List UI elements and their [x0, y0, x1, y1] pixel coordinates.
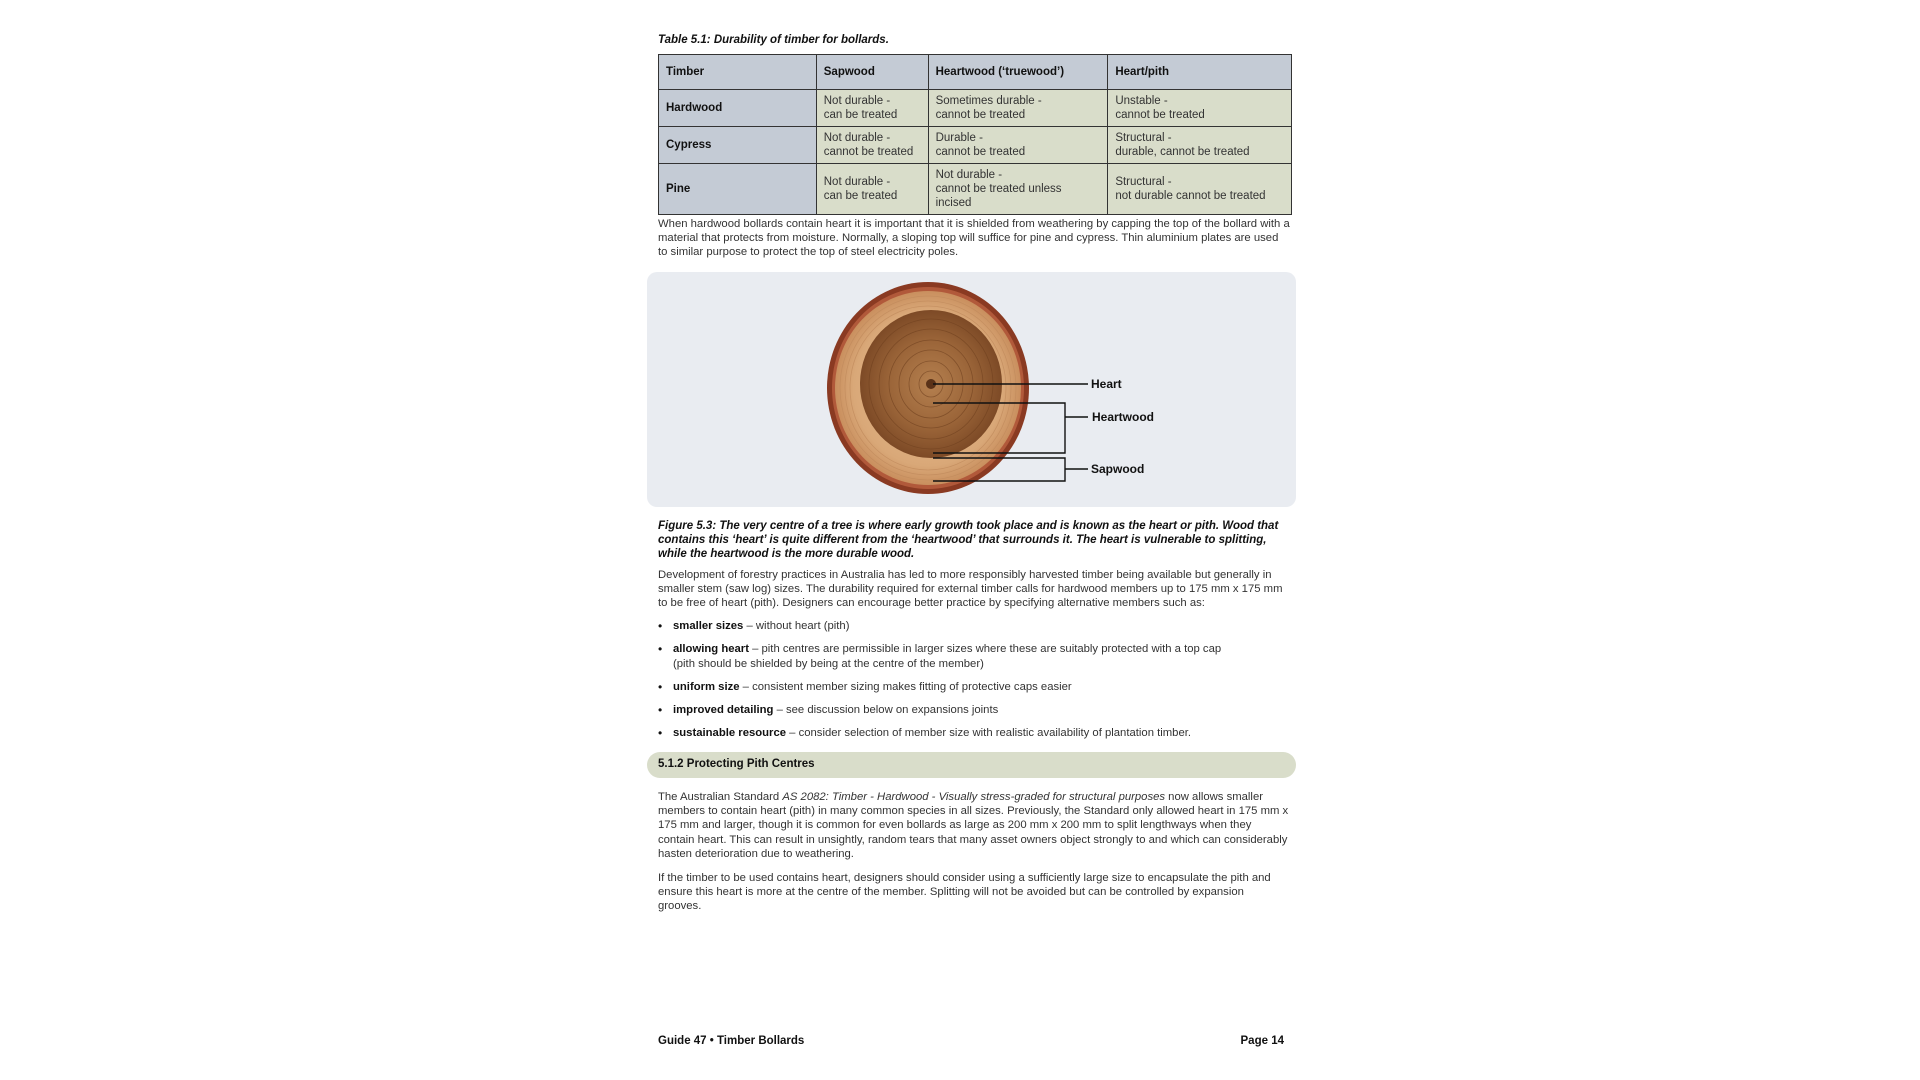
table-header: Timber	[659, 55, 817, 90]
list-item: • improved detailing – see discussion below on expansions joints	[658, 703, 999, 717]
list-item: • smaller sizes – without heart (pith)	[658, 619, 850, 633]
row-heading: Hardwood	[659, 90, 817, 127]
table-cell: Not durable - can be treated	[816, 164, 928, 215]
table-caption: Table 5.1: Durability of timber for bollards.	[658, 34, 889, 46]
table-header: Sapwood	[816, 55, 928, 90]
table-row	[659, 127, 1292, 164]
list-item: • uniform size – consistent member sizing makes fitting of protective caps easier	[658, 680, 1072, 694]
log-slice	[827, 282, 1029, 494]
intro-paragraph: When hardwood bollards contain heart it is important that it is shielded from weathering by capping the top of the bollard with a material that protects from moisture. Normally, a sloping top will suffice for pine and cypress. Thin aluminium plates are used to similar purpose to protect the top of steel electricity poles.	[658, 218, 1290, 259]
table-cell: Not durable - cannot be treated	[816, 127, 928, 164]
table-cell: Structural - durable, cannot be treated	[1108, 127, 1292, 164]
table-header: Heartwood (‘truewood’)	[928, 55, 1108, 90]
table-row	[659, 90, 1292, 127]
bullet-icon: •	[658, 726, 663, 740]
sapwood-label: Sapwood	[1091, 462, 1145, 476]
table-header: Heart/pith	[1108, 55, 1292, 90]
table-row	[659, 164, 1292, 215]
bullet-icon: •	[658, 703, 663, 717]
table-cell: Structural - not durable cannot be treated	[1108, 164, 1292, 215]
table-cell: Unstable - cannot be treated	[1108, 90, 1292, 127]
heartwood-label: Heartwood	[1092, 410, 1155, 424]
table-header-row	[659, 55, 1292, 90]
table-cell: Sometimes durable - cannot be treated	[928, 90, 1108, 127]
section-paragraph-1: The Australian Standard AS 2082: Timber - Hardwood - Visually stress-graded for structural purposes now allows smaller members to contain heart (pith) in many common species in all sizes. Previously, the Standard only allowed heart in 175 mm x 175 mm and larger, though it is common for even bollards as large as 200 mm x 200 mm to split lengthways when they contain heart. This can result in unsightly, random tears that many asset owners object strongly to and which can considerably hasten deterioration due to weathering.	[658, 791, 1289, 860]
heart-label: Heart	[1091, 377, 1122, 391]
bullet-list	[658, 619, 1290, 741]
footer-guide-title: Guide 47 • Timber Bollards	[658, 1035, 805, 1047]
table-cell: Durable - cannot be treated	[928, 127, 1108, 164]
figure-panel	[647, 272, 1296, 507]
section-title: 5.1.2 Protecting Pith Centres	[658, 758, 815, 770]
row-heading: Cypress	[659, 127, 817, 164]
figure-caption: Figure 5.3: The very centre of a tree is where early growth took place and is known as the heart or pith. Wood that contains this ‘heart’ is quite different from the ‘heartwood’ that surrounds it. The heart is vulnerable to splitting, while the heartwood is the more durable wood.	[658, 520, 1279, 561]
tree-cross-section-illustration	[647, 272, 1296, 507]
table-cell: Not durable - cannot be treated unless incised	[928, 164, 1108, 215]
footer-page-number: Page 14	[1240, 1035, 1284, 1047]
section-paragraph-2: If the timber to be used contains heart, designers should consider using a sufficiently large size to encapsulate the pith and ensure this heart is more at the centre of the member. Splitting will not be avoided but can be controlled by expansion grooves.	[658, 872, 1271, 913]
development-paragraph: Development of forestry practices in Australia has led to more responsibly harvested timber being available but generally in smaller stem (saw log) sizes. The durability required for external timber calls for hardwood members up to 175 mm x 175 mm to be free of heart (pith). Designers can encourage better practice by specifying alternative members such as:	[658, 569, 1283, 610]
section-heading-bar	[647, 752, 1296, 778]
list-item: • allowing heart – pith centres are permissible in larger sizes where these are suitably protected with a top cap (pith should be shielded by being at the centre of the member)	[658, 642, 1222, 670]
table-cell: Not durable - can be treated	[816, 90, 928, 127]
bullet-icon: •	[658, 642, 663, 656]
bullet-icon: •	[658, 680, 663, 694]
list-item: • sustainable resource – consider selection of member size with realistic availability of plantation timber.	[658, 726, 1192, 740]
row-heading: Pine	[659, 164, 817, 215]
bullet-icon: •	[658, 619, 663, 633]
durability-table	[658, 54, 1292, 215]
